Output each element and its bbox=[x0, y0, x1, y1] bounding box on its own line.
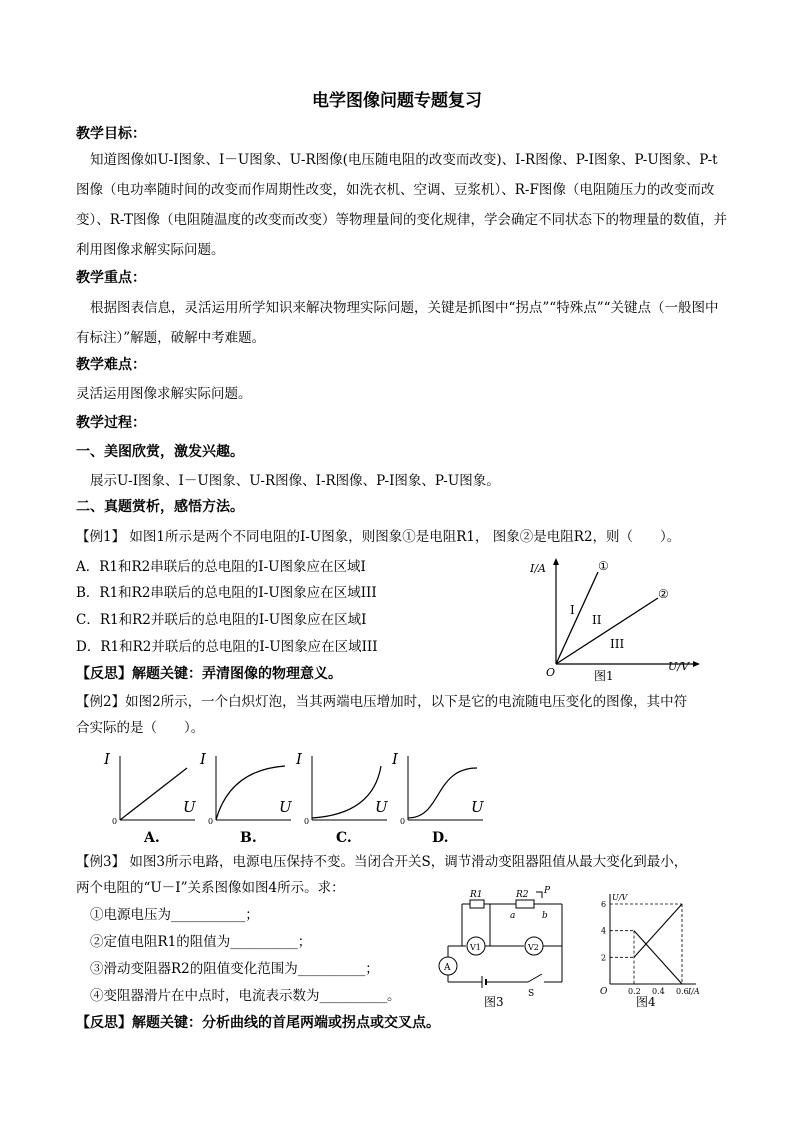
fig4-series-line-1 bbox=[634, 904, 682, 957]
graph-option-label: B. bbox=[240, 830, 257, 846]
fig4-x-tick: 0.6 bbox=[676, 987, 689, 996]
switch-s bbox=[528, 974, 542, 982]
label-b: b bbox=[542, 911, 548, 921]
figure-4-graph bbox=[590, 884, 700, 1010]
reflection-text: 解题关键：弄清图像的物理意义。 bbox=[132, 666, 342, 682]
objective-text: 知道图像如U-I图象、I－U图象、U-R图像(电压随电阻的改变而改变)、I-R图像、P-I图象、P-U图象、P-t图像（电功率随时间的改变而作周期性改变，如洗衣机、空调、豆浆机）、R-F图像（电阻随压力的改变而改变）、R-T图像（电阻随温度的改变而改变）等物理量间的变化规律，学会确定不同状态下的物理量的数值，并利用图像求解实际问题。 bbox=[76, 152, 727, 258]
graph-origin: 0 bbox=[400, 817, 406, 826]
example3-question-2: ②定值电阻R1的阻值为__________； bbox=[90, 934, 312, 950]
graph-curve-linear bbox=[120, 768, 187, 820]
graph-option-label: C. bbox=[336, 830, 352, 846]
resistor-r2 bbox=[516, 900, 534, 908]
graph-y-label: I bbox=[104, 750, 110, 768]
fig1-x-arrow bbox=[693, 661, 700, 667]
graph-x-label: U bbox=[471, 798, 484, 816]
fig4-y-tick: 2 bbox=[601, 953, 607, 963]
example1-option-c: C．R1和R2并联后的总电阻的I-U图象应在区域I bbox=[76, 612, 367, 628]
example1-option-d: D．R1和R2并联后的总电阻的I-U图象应在区域III bbox=[76, 639, 378, 655]
label-ammeter: A bbox=[444, 963, 451, 973]
fig3-caption: 图3 bbox=[484, 995, 504, 1009]
example3-stem-1: 【例3】 如图3所示电路，电源电压保持不变。当闭合开关S，调节滑动变阻器阻值从最大变化到最小， bbox=[76, 854, 688, 870]
fig1-x-label: U/V bbox=[668, 660, 689, 673]
reflection-tag: 【反思】 bbox=[76, 1015, 132, 1031]
keypoint-heading: 教学重点： bbox=[76, 270, 146, 286]
fig1-y-label: I/A bbox=[530, 562, 546, 575]
part1-text: 展示U-I图象、I－U图象、U-R图像、I-R图像、P-I图象、P-U图象。 bbox=[90, 473, 500, 489]
label-r2: R2 bbox=[516, 890, 529, 900]
fig1-y-arrow bbox=[553, 558, 559, 565]
label-switch: S bbox=[528, 989, 535, 999]
fig4-y-tick: 6 bbox=[601, 900, 607, 909]
example1-option-a: A．R1和R2串联后的总电阻的I-U图象应在区域I bbox=[76, 559, 366, 575]
example3-question-4: ④变阻器滑片在中点时，电流表示数为__________。 bbox=[90, 988, 401, 1004]
graph-curve-sigmoid bbox=[408, 768, 477, 818]
page-title: 电学图像问题专题复习 bbox=[312, 91, 482, 111]
fig4-x-label: I/A bbox=[688, 987, 700, 996]
figure-1 bbox=[528, 552, 708, 682]
graph-group bbox=[103, 750, 485, 846]
example2-stem-1: 【例2】如图2所示，一个白炽灯泡，当其两端电压增加时，以下是它的电流随电压变化的图像，其中符 bbox=[76, 694, 688, 710]
graph-y-label: I bbox=[392, 750, 398, 768]
graph-option-label: D. bbox=[432, 830, 449, 846]
fig4-x-tick: 0.4 bbox=[652, 987, 665, 996]
label-v2: V2 bbox=[528, 943, 539, 952]
objective-heading: 教学目标： bbox=[76, 126, 146, 142]
example3-question-3: ③滑动变阻器R2的阻值变化范围为__________； bbox=[90, 961, 379, 977]
example2-stem-2: 合实际的是（ ）。 bbox=[76, 720, 205, 736]
graph-y-label: I bbox=[200, 750, 206, 768]
graph-curve-convex bbox=[312, 766, 381, 818]
fig1-region-3: III bbox=[610, 637, 625, 651]
fig4-x-tick: 0.2 bbox=[628, 987, 641, 996]
fig4-y-label: U/V bbox=[612, 893, 628, 902]
fig4-y-tick: 4 bbox=[601, 926, 607, 936]
graph-x-label: U bbox=[279, 798, 292, 816]
part1-heading: 一、美图欣赏，激发兴趣。 bbox=[76, 444, 244, 460]
part2-heading: 二、真题赏析，感悟方法。 bbox=[76, 499, 244, 515]
label-p: P bbox=[544, 886, 551, 896]
graph-origin: 0 bbox=[208, 817, 214, 826]
slider-p bbox=[536, 892, 542, 898]
graph-curve-concave bbox=[216, 766, 285, 820]
keypoint-text: 根据图表信息，灵活运用所学知识来解决物理实际问题，关键是抓图中“拐点”“特殊点”“关键点（一般图中有标注）”解题，破解中考难题。 bbox=[76, 300, 719, 346]
example3-stem-2: 两个电阻的“U－I”关系图像如图4所示。求： bbox=[76, 880, 345, 896]
example3-reflection bbox=[76, 1013, 726, 1033]
example1-stem: 【例1】 如图1所示是两个不同电阻的I-U图象，则图象①是电阻R1， 图象②是电阻R2，则（ ）。 bbox=[76, 529, 681, 545]
label-r1: R1 bbox=[470, 890, 483, 900]
resistor-r1 bbox=[470, 900, 484, 908]
process-heading: 教学过程： bbox=[76, 415, 146, 431]
figure-2 bbox=[100, 748, 500, 848]
fig1-region-2: II bbox=[592, 613, 602, 627]
reflection-text: 解题关键：分析曲线的首尾两端或拐点或交叉点。 bbox=[132, 1015, 440, 1031]
example1-option-b: B．R1和R2串联后的总电阻的I-U图象应在区域III bbox=[76, 585, 377, 601]
fig1-line2-label: ② bbox=[658, 587, 669, 601]
figure-3-circuit bbox=[430, 884, 575, 1010]
fig1-region-1: I bbox=[570, 603, 575, 617]
fig4-caption: 图4 bbox=[636, 995, 656, 1009]
graph-option-label: A. bbox=[144, 830, 160, 846]
graph-origin: 0 bbox=[112, 817, 118, 826]
label-v1: V1 bbox=[470, 943, 481, 952]
reflection-tag: 【反思】 bbox=[76, 666, 132, 682]
fig1-line1-label: ① bbox=[598, 559, 609, 573]
fig4-series-line-2 bbox=[634, 931, 682, 984]
graph-x-label: U bbox=[183, 798, 196, 816]
difficulty-heading: 教学难点： bbox=[76, 357, 146, 373]
difficulty-text: 灵活运用图像求解实际问题。 bbox=[76, 386, 252, 402]
graph-4-group bbox=[600, 893, 700, 997]
label-a: a bbox=[510, 911, 516, 921]
graph-y-label: I bbox=[296, 750, 302, 768]
fig1-origin: O bbox=[546, 666, 556, 679]
graph-origin: 0 bbox=[304, 817, 310, 826]
example3-question-1: ①电源电压为___________； bbox=[90, 907, 259, 923]
fig1-caption: 图1 bbox=[594, 669, 614, 682]
fig4-origin: O bbox=[600, 987, 608, 997]
graph-x-label: U bbox=[375, 798, 388, 816]
